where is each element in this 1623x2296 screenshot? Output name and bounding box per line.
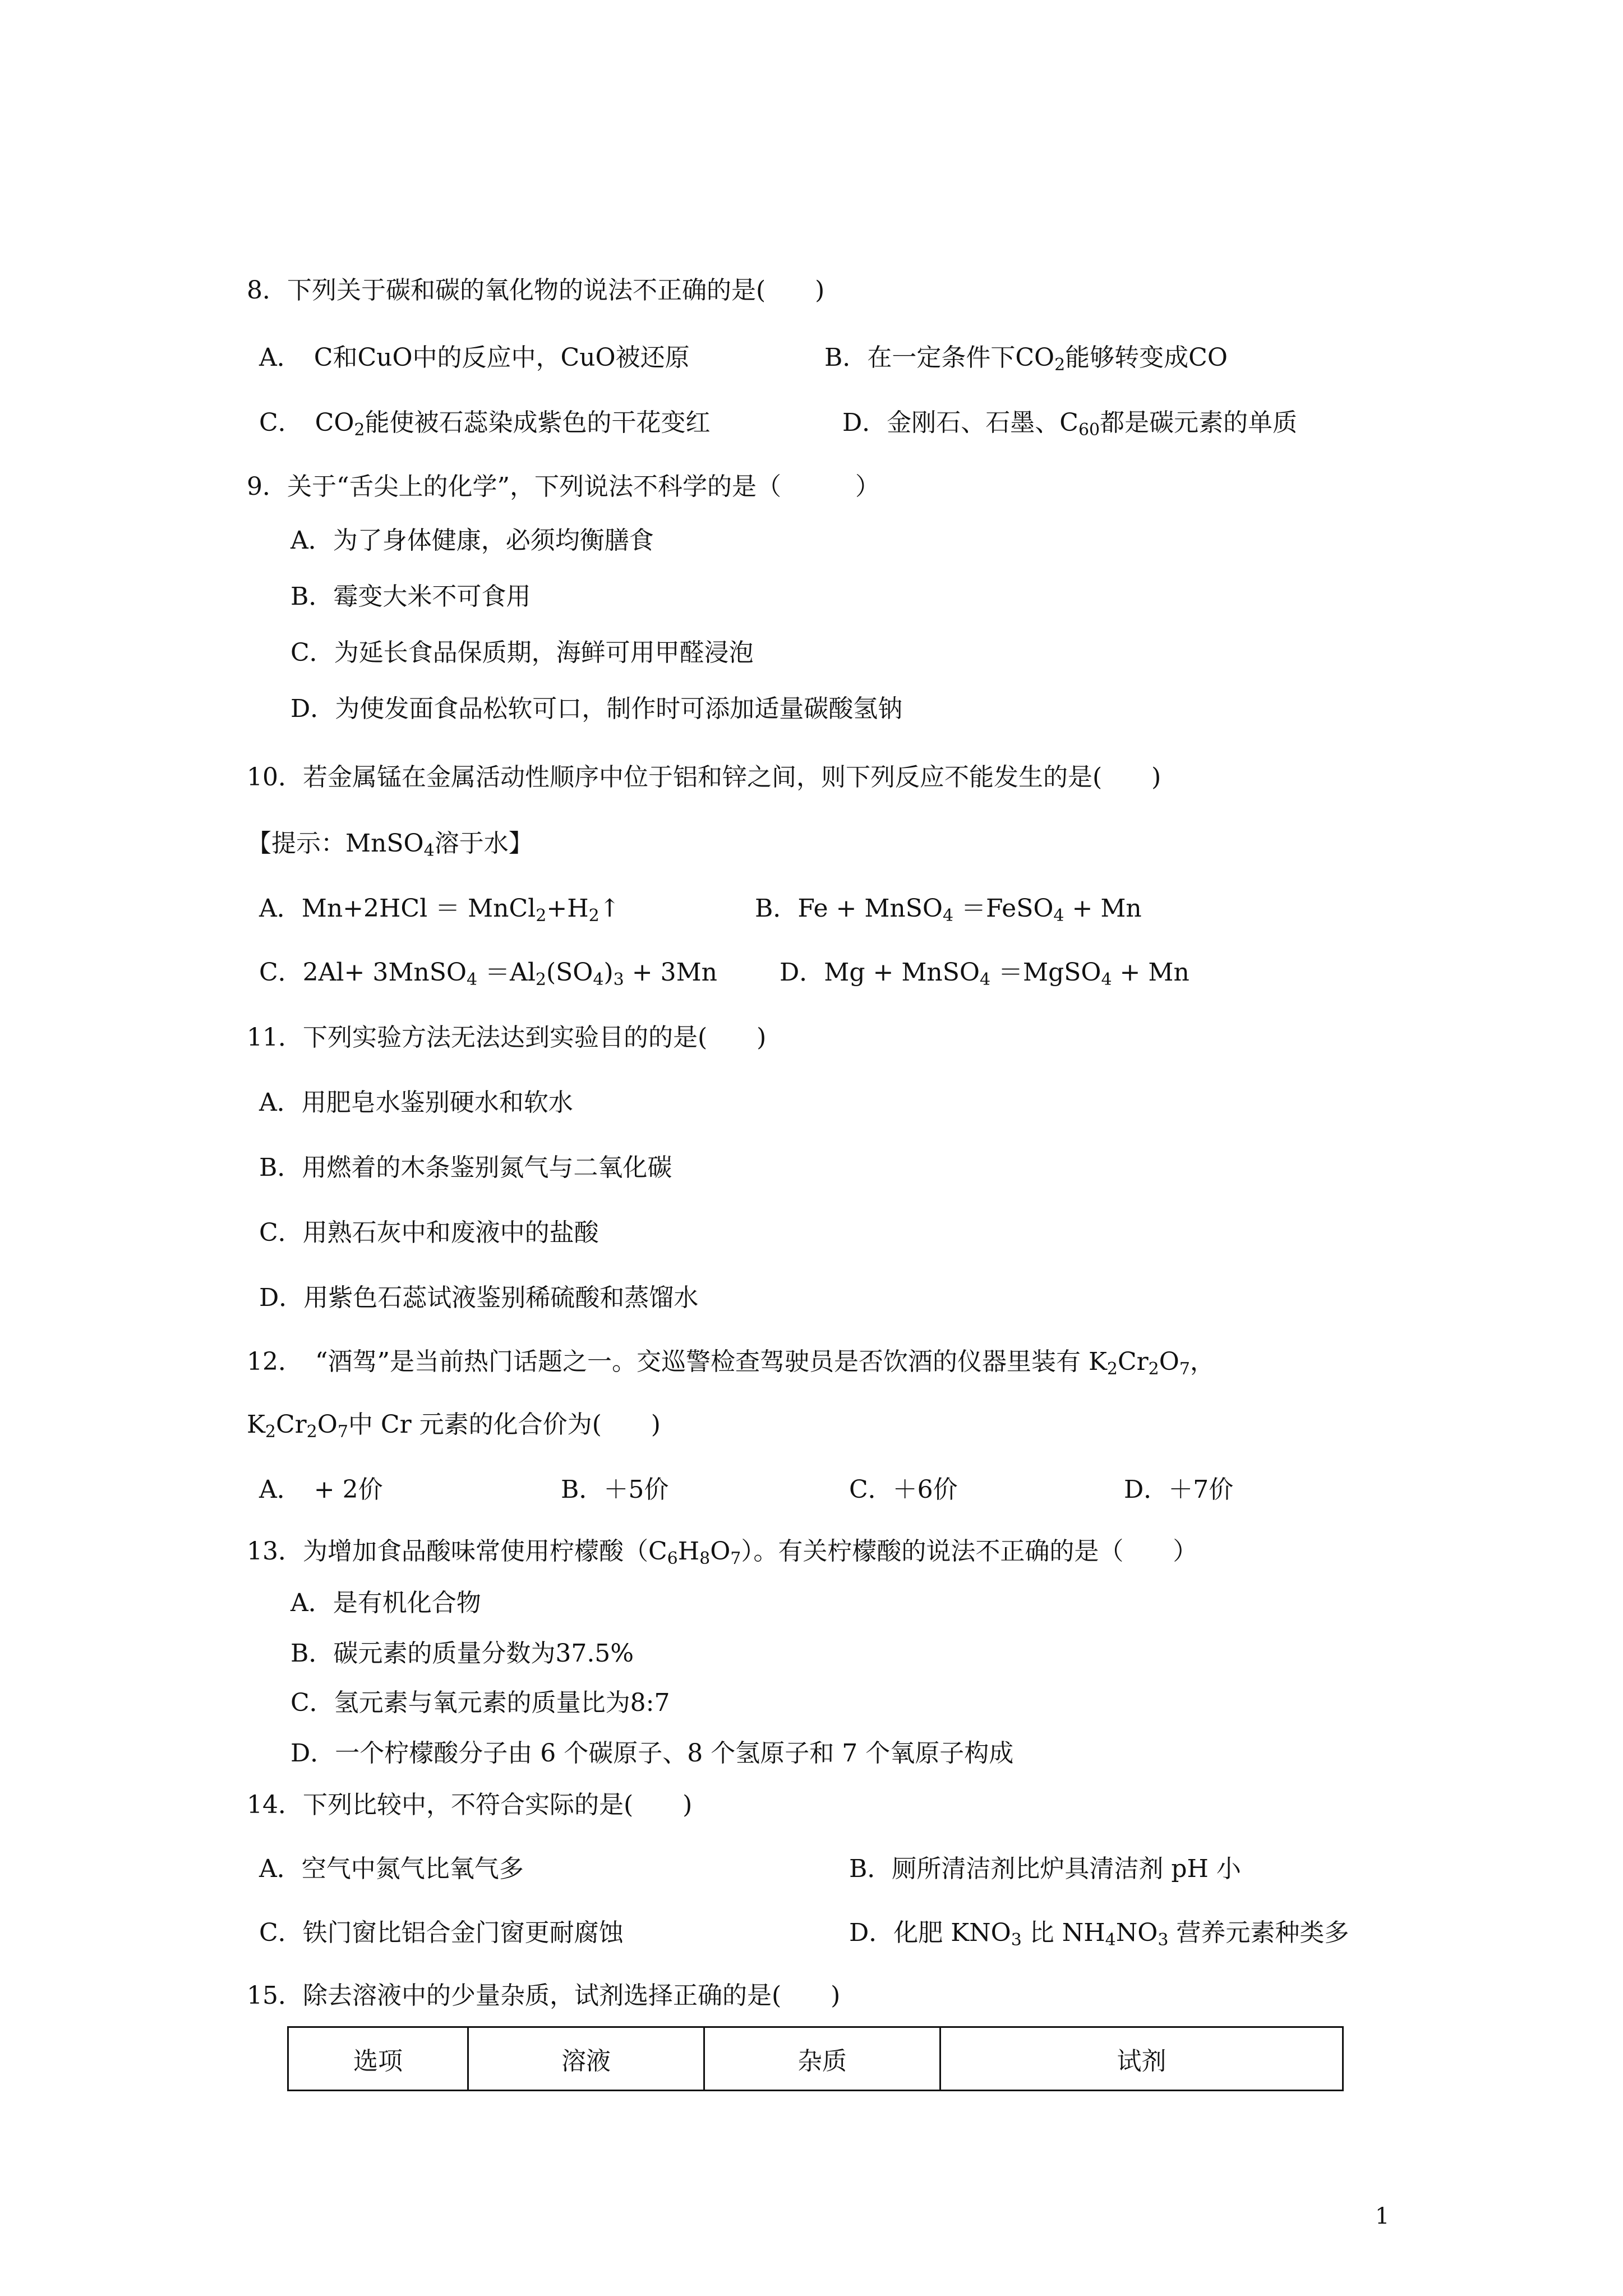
- question-11-option-c: C．用熟石灰中和废液中的盐酸: [259, 1218, 599, 1247]
- question-13-option-d: D．一个柠檬酸分子由 6 个碳原子、8 个氢原子和 7 个氧原子构成: [291, 1739, 1014, 1768]
- table-header-cell: 杂质: [704, 2027, 940, 2091]
- question-10-option-d: D．Mg + MnSO$_4$ ＝MgSO$_4$ + Mn: [780, 958, 1189, 990]
- question-11-option-d: D．用紫色石蕊试液鉴别稀硫酸和蒸馏水: [259, 1283, 699, 1312]
- page-number: 1: [1375, 2203, 1390, 2229]
- question-9-option-d: D．为使发面食品松软可口，制作时可添加适量碳酸氢钠: [291, 694, 903, 723]
- question-10-option-b: B．Fe + MnSO$_4$ ＝FeSO$_4$ + Mn: [755, 894, 1142, 926]
- question-11-stem: 11．下列实验方法无法达到实验目的的是( ): [247, 1023, 767, 1052]
- question-10-option-c: C．2Al+ 3MnSO$_4$ $=Al_2(SO_4)_3 + 3Mn$: [259, 958, 717, 990]
- question-9-option-c: C．为延长食品保质期，海鲜可用甲醛浸泡: [291, 638, 754, 667]
- question-12-option-d: D．＋7价: [1124, 1475, 1234, 1504]
- question-12-option-c: C．＋6价: [849, 1475, 958, 1504]
- question-9-option-b: B．霉变大米不可食用: [291, 582, 531, 611]
- question-8-option-b: B．在一定条件下$CO_2$能够转变成CO: [824, 343, 1228, 375]
- question-14-option-b: B．厕所清洁剂比炉具清洁剂 pH 小: [849, 1855, 1241, 1883]
- question-8-option-c: C． $CO_2$能使被石蕊染成紫色的干花变红: [259, 408, 711, 440]
- question-9-stem: 9．关于“舌尖上的化学”，下列说法不科学的是（ ）: [247, 472, 880, 501]
- question-13-option-a: A．是有机化合物: [291, 1589, 481, 1617]
- table-header-cell: 选项: [288, 2027, 468, 2091]
- question-10-option-a: A．$Mn+2HCl = MnCl_2+H_2↑$: [259, 894, 620, 926]
- question-15-table: [287, 2026, 1344, 2091]
- question-8-stem: 8．下列关于碳和碳的氧化物的说法不正确的是( ): [247, 276, 825, 305]
- question-11-option-a: A．用肥皂水鉴别硬水和软水: [259, 1088, 573, 1117]
- question-12-stem-line-2: $K_2Cr_2O_7$中 Cr 元素的化合价为( ): [247, 1410, 661, 1442]
- question-14-option-a: A．空气中氮气比氧气多: [259, 1855, 524, 1883]
- question-12-option-b: B．＋5价: [561, 1475, 669, 1504]
- question-10-hint: 【提示：MnSO$_4$溶于水】: [247, 829, 533, 861]
- question-13-stem: 13．为增加食品酸味常使用柠檬酸$(C_6H_8O_7)$。有关柠檬酸的说法不正确的是（ ）: [247, 1537, 1198, 1568]
- question-10-stem: 10．若金属锰在金属活动性顺序中位于铝和锌之间，则下列反应不能发生的是( ): [247, 763, 1161, 792]
- question-12-stem: 12． “酒驾”是当前热门话题之一。交巡警检查驾驶员是否饮酒的仪器里装有 $K_2Cr_2O_7$，: [247, 1347, 1215, 1379]
- question-9-option-a: A．为了身体健康，必须均衡膳食: [291, 526, 654, 555]
- question-14-option-d: D．化肥 $KNO_3$ 比 $NH_4NO_3$ 营养元素种类多: [849, 1918, 1349, 1950]
- question-13-option-c: C．氢元素与氧元素的质量比为8:7: [291, 1688, 670, 1717]
- question-14-option-c: C．铁门窗比铝合金门窗更耐腐蚀: [259, 1918, 624, 1947]
- question-8-option-a: A． C和CuO中的反应中，CuO被还原: [259, 343, 690, 372]
- question-14-stem: 14．下列比较中，不符合实际的是( ): [247, 1791, 693, 1819]
- question-8-option-d: D．金刚石、石墨、$C_{60}$都是碳元素的单质: [842, 408, 1298, 440]
- table-header-cell: 试剂: [940, 2027, 1343, 2091]
- question-15-stem: 15．除去溶液中的少量杂质，试剂选择正确的是( ): [247, 1981, 841, 2010]
- question-12-option-a: A． + 2价: [259, 1475, 383, 1504]
- table-header-cell: 溶液: [468, 2027, 704, 2091]
- question-11-option-b: B．用燃着的木条鉴别氮气与二氧化碳: [259, 1153, 672, 1182]
- table-header-row: [288, 2027, 1343, 2091]
- question-13-option-b: B．碳元素的质量分数为37.5%: [291, 1639, 634, 1668]
